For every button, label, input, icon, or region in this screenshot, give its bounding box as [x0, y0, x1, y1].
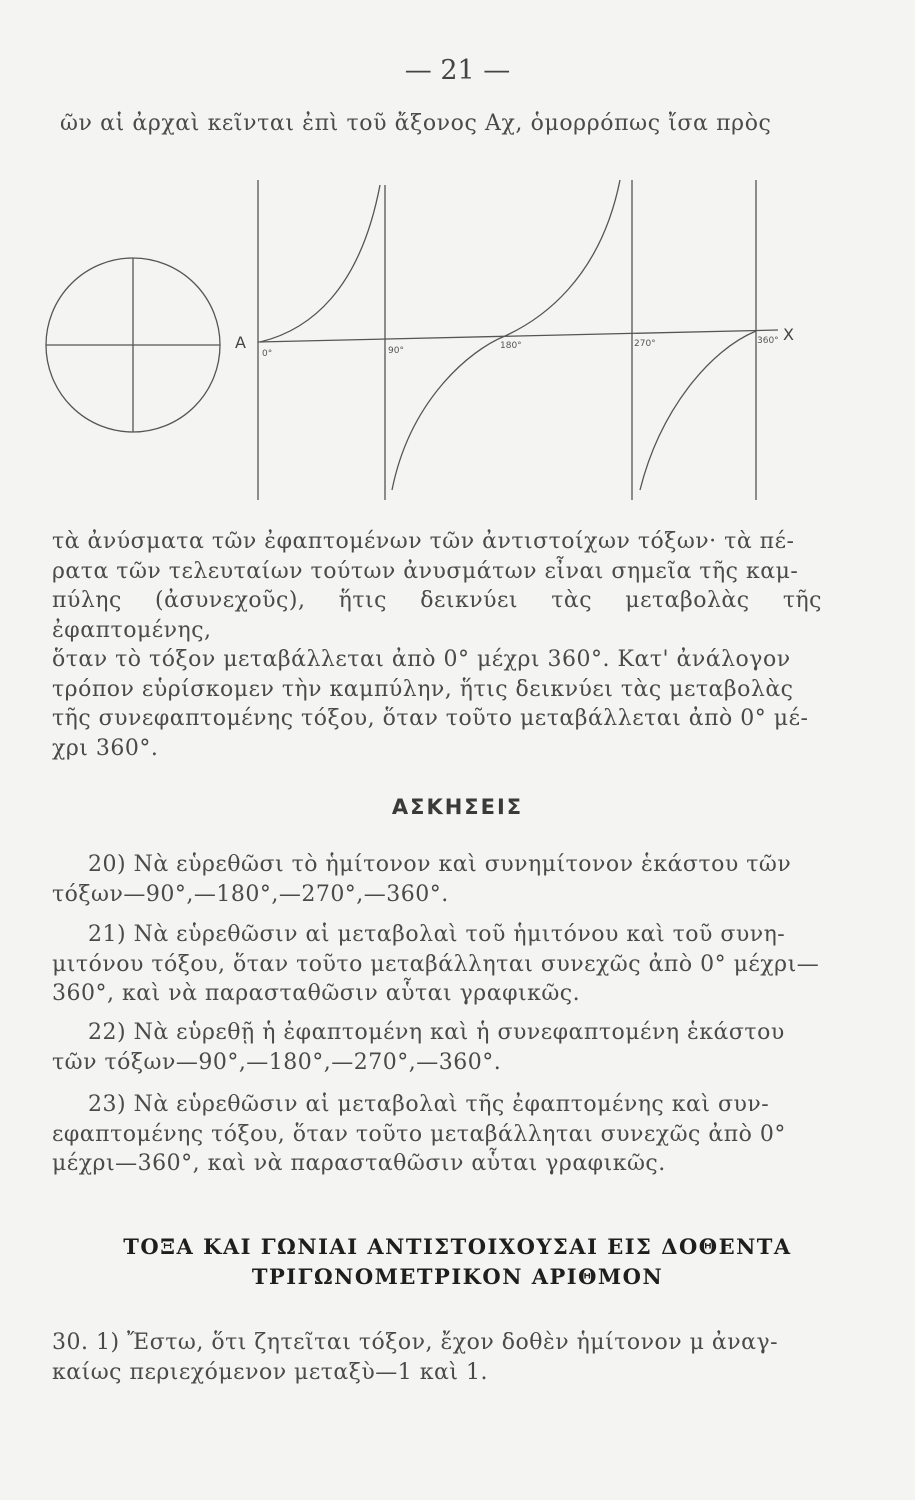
- body-line: τρόπον εὑρίσκομεν τὴν καμπύλην, ἥτις δεικνύει τὰς μεταβολὰς: [52, 676, 794, 702]
- paragraph-line: καίως περιεχόμενον μεταξὺ—1 καὶ 1.: [52, 1360, 488, 1385]
- page-number: — 21 —: [404, 55, 511, 86]
- exercise-line: μιτόνου τόξου, ὅταν τοῦτο μεταβάλληται συνεχῶς ἀπὸ 0° μέχρι—: [52, 951, 820, 977]
- exercise-20: [52, 850, 822, 909]
- paragraph-30: [52, 1328, 822, 1388]
- section-heading-line-1: ΤΟΞΑ ΚΑΙ ΓΩΝΙΑΙ ΑΝΤΙΣΤΟΙΧΟΥΣΑΙ ΕΙΣ ΔΟΘΕΝΤΑ: [123, 1234, 792, 1259]
- exercise-line: τῶν τόξων—90°,—180°,—270°,—360°.: [52, 1049, 502, 1075]
- tangent-branch-3: [640, 331, 756, 490]
- body-line: ρατα τῶν τελευταίων τούτων ἀνυσμάτων εἶναι σημεῖα τῆς καμ-: [52, 558, 799, 584]
- section-heading: [0, 1232, 915, 1292]
- exercise-23: [52, 1090, 822, 1179]
- tick-90: 90°: [388, 346, 404, 356]
- exercise-21: [52, 920, 822, 1009]
- tick-180: 180°: [500, 341, 522, 351]
- tangent-graph-figure: [0, 170, 915, 520]
- exercise-line: μέχρι—360°, καὶ νὰ παρασταθῶσιν αὗται γραφικῶς.: [52, 1151, 666, 1176]
- tick-0: 0°: [262, 349, 273, 359]
- exercise-line: εφαπτομένης τόξου, ὅταν τοῦτο μεταβάλληται συνεχῶς ἀπὸ 0°: [52, 1121, 786, 1147]
- exercise-line: 360°, καὶ νὰ παρασταθῶσιν αὗται γραφικῶς.: [52, 981, 581, 1006]
- tick-360: 360°: [757, 336, 779, 346]
- body-line: πύλης (ἀσυνεχοῦς), ἥτις δεικνύει τὰς μεταβολὰς τῆς ἐφαπτομένης,: [52, 588, 822, 643]
- label-a: A: [235, 333, 246, 352]
- exercises-heading: ΑΣΚΗΣΕΙΣ: [391, 795, 524, 819]
- section-heading-line-2: ΤΡΙΓΩΝΟΜΕΤΡΙΚΟΝ ΑΡΙΘΜΟΝ: [251, 1264, 664, 1289]
- exercise-line: τόξων—90°,—180°,—270°,—360°.: [52, 881, 449, 907]
- exercise-line: 20) Νὰ εὑρεθῶσι τὸ ἡμίτονον καὶ συνημίτονον ἑκάστου τῶν: [88, 852, 792, 877]
- paragraph-line: 30. 1) Ἔστω, ὅτι ζητεῖται τόξον, ἔχον δοθὲν ἡμίτονον μ ἀναγ-: [52, 1330, 779, 1355]
- body-paragraph: [52, 527, 822, 763]
- exercise-line: 23) Νὰ εὑρεθῶσιν αἱ μεταβολαὶ τῆς ἐφαπτομένης καὶ συν-: [88, 1092, 770, 1117]
- continuation-line: ῶν αἱ ἀρχαὶ κεῖνται ἐπὶ τοῦ ἄξονος Αχ, ὁμορρόπως ἴσα πρὸς: [60, 111, 772, 136]
- body-line: τὰ ἀνύσματα τῶν ἐφαπτομένων τῶν ἀντιστοίχων τόξων· τὰ πέ-: [52, 529, 795, 554]
- exercise-22: [52, 1018, 822, 1077]
- label-x: X: [783, 325, 794, 344]
- tick-270: 270°: [634, 339, 656, 349]
- body-line: χρι 360°.: [52, 735, 159, 761]
- tangent-branch-1: [260, 185, 380, 342]
- body-line: τῆς συνεφαπτομένης τόξου, ὅταν τοῦτο μεταβάλλεται ἀπὸ 0° μέ-: [52, 706, 809, 731]
- exercise-line: 22) Νὰ εὑρεθῇ ἡ ἐφαπτομένη καὶ ἡ συνεφαπτομένη ἑκάστου: [88, 1020, 785, 1045]
- exercise-line: 21) Νὰ εὑρεθῶσιν αἱ μεταβολαὶ τοῦ ἡμιτόνου καὶ τοῦ συνη-: [88, 922, 786, 947]
- body-line: ὅταν τὸ τόξον μεταβάλλεται ἀπὸ 0° μέχρι 360°. Κατ' ἀνάλογον: [52, 647, 791, 672]
